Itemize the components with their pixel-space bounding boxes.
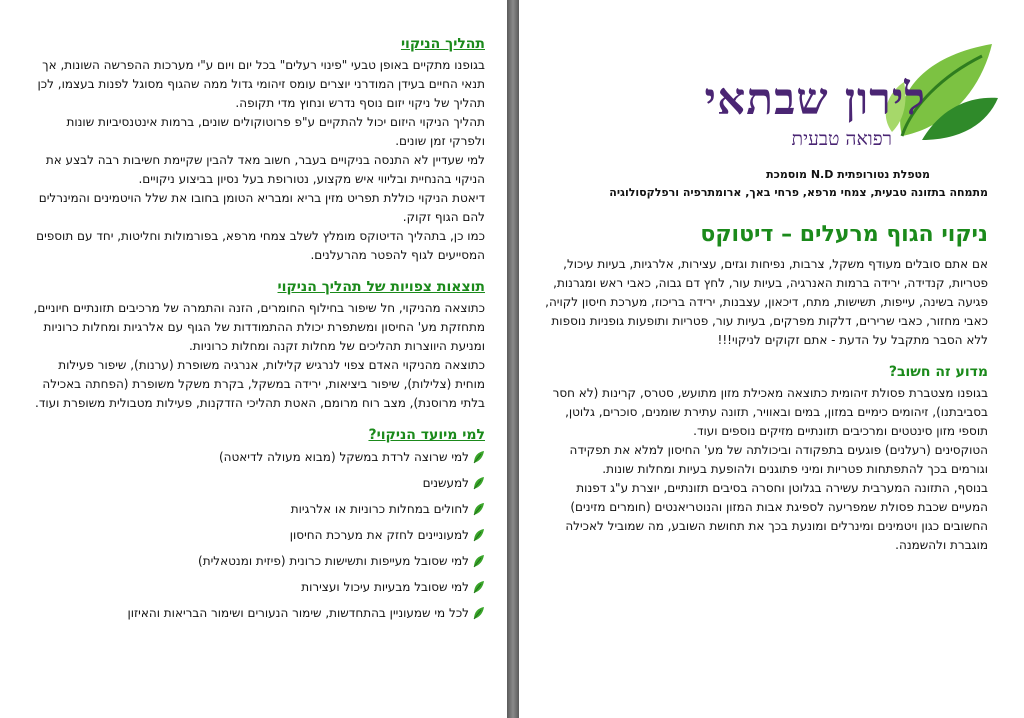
process-paragraph: בגופנו מתקיים באופן טבעי "פינוי רעלים" בכל יום ויום ע"י מערכות ההפרשה השונות, אך תנאי החיים בעידן המודרני יוצרים עומס זיהומי גדול ממה שהגוף מסוגל לפנות בעצמו, לכן תהליך של ניקוי יזום נוסף נדרש ונחוץ מדי תקופה. bbox=[37, 58, 485, 110]
why-section bbox=[541, 364, 988, 555]
process-paragraph: כמו כן, בתהליך הדיטוקס מומלץ לשלב צמחי מרפא, בפורמולות וחליטות, יחד עם תוספים המסייעים לגוף להפטר מהרעלנים. bbox=[36, 229, 485, 262]
why-paragraph: הטוקסינים (רעלנים) פוגעים בתפקודה וביכולתה של מע' החיסון למלא את תפקידה וגורמים בכך להתפתחות פטריות ומיני פתוגנים ולהופעת בעיות ומחלות שונות. bbox=[569, 443, 988, 476]
results-paragraph: כתוצאה מהניקוי, חל שיפור בחילוף החומרים, הזנה והתמרה של מרכיבים תזונתיים חיוניים, מתחזקת מע' החיסון ומשתפרת יכולת ההתמודדות של הגוף עם אלרגיות ומחלות כרוניות ומניעת היווצרות תהליכים של מחלות זקנה ומחלות כרוניות. bbox=[33, 301, 485, 353]
list-item-text: למעשנים bbox=[422, 476, 469, 490]
intro-paragraph: אם אתם סובלים מעודף משקל, צרבות, נפיחות וגזים, עצירות, אלרגיות, בעיות עיכול, פטריות, קנדידה, ירידה ברמות האנרגיה, בעיות עור, לחץ דם גבוה, כאבי ראש ומגרנות, פגיעה בשינה, עייפות, תשישות, מתח, דיכאון, עצבנות, ירידה בריכוז, מערכת חיסון לקויה, כאבי מחזור, כאבי שרירים, דלקות מפרקים, בעיות עור, פטריות ותופעות גופניות נוספות ללא הסבר מתקבל על הדעת - אתם זקוקים לניקוי!!! bbox=[545, 257, 988, 347]
intro-section bbox=[541, 255, 988, 350]
process-paragraph: למי שעדיין לא התנסה בניקויים בעבר, חשוב מאד להבין שקיימת חשיבות רבה לבצע את הניקוי בהנחיית ובליווי איש מקצוע, נטורופת בעל נסיון בביצוע ניקויים. bbox=[45, 153, 485, 186]
who-list bbox=[28, 449, 485, 621]
process-heading: תהליך הניקוי bbox=[400, 36, 485, 52]
why-paragraph: בנוסף, התזונה המערבית עשירה בגלוטן וחסרה בסיבים תזונתיים, יוצרת ע"ג דפנות המעיים שכבת פסולת שמפריעה לספיגת אבות המזון והנוטריאנטים (חומרים מזינים) החשובים כגון ויטמינים ומינרלים ומונעת בכך את תחושת השובע, מה שמוביל לאכילה מוגברת ולהשמנה. bbox=[565, 481, 988, 552]
right-page bbox=[519, 0, 1024, 718]
why-heading: מדוע זה חשוב? bbox=[888, 364, 988, 380]
results-paragraph: כתוצאה מהניקוי האדם צפוי לנרגיש קלילות, אנרגיה משופרת (ערנות), שיפור פעילות מוחית (צלילות), שיפור ביציאות, ירידה במשקל, בקרת משקל משופרת (הפחתה באכילה בלתי מרוסנת), מצב רוח מרומם, האטת תהליכי הזדקנות, פעילות מטבולית משופרת ועוד. bbox=[35, 358, 485, 410]
list-item-text: לחולים במחלות כרוניות או אלרגיות bbox=[290, 502, 469, 516]
credential-line: מתמחה בתזונה טבעית, צמחי מרפא, פרחי באך, ארומתרפיה ורפלקסולוגיה bbox=[609, 186, 988, 199]
list-item-text: למי שרוצה לרדת במשקל (מבוא מעולה לדיאטה) bbox=[218, 450, 469, 464]
leaf-bullet-icon bbox=[472, 580, 485, 594]
list-item bbox=[28, 475, 485, 491]
who-section bbox=[28, 427, 485, 621]
credentials bbox=[541, 166, 988, 202]
list-item-text: למעוניינים לחזק את מערכת החיסון bbox=[289, 528, 469, 542]
list-item bbox=[28, 527, 485, 543]
process-paragraph: תהליך הניקוי היזום יכול להתקיים ע"פ פרוטוקולים שונים, ברמות אינטנסיביות שונות ולפרקי זמן שונים. bbox=[66, 115, 485, 148]
page-gutter bbox=[507, 0, 519, 718]
list-item bbox=[28, 553, 485, 569]
why-paragraph: בגופנו מצטברת פסולת זיהומית כתוצאה מאכילת מזון מתועש, סטרס, קרינות (לא חסר בסביבתנו), זיהומים כימיים במזון, במים ובאוויר, תזונה עתירת שומנים, סוכרים, גלוטן, תוספי מזון סינטטים ומרכיבים תזונתיים מזיקים נוספים ועוד. bbox=[552, 386, 988, 438]
who-heading: למי מיועד הניקוי? bbox=[368, 427, 485, 443]
left-page bbox=[0, 0, 507, 718]
list-item-text: למי שסובל מעייפות ותשישות כרונית (פיזית ומנטאלית) bbox=[198, 554, 469, 568]
list-item bbox=[28, 579, 485, 595]
logo-tagline: רפואה טבעית bbox=[791, 128, 892, 150]
process-section bbox=[28, 36, 485, 265]
results-heading: תוצאות צפויות של תהליך הניקוי bbox=[277, 279, 485, 295]
list-item bbox=[28, 501, 485, 517]
logo bbox=[541, 30, 988, 152]
credential-line: מטפלת נטורופתית N.D מוסמכת bbox=[766, 168, 930, 181]
page-title: ניקוי הגוף מרעלים – דיטוקס bbox=[700, 222, 988, 247]
results-section bbox=[28, 279, 485, 413]
list-item-text: למי שסובל מבעיות עיכול ועצירות bbox=[301, 580, 469, 594]
list-item bbox=[28, 449, 485, 465]
process-paragraph: דיאטת הניקוי כוללת תפריט מזין בריא ומבריא הטומן בחובו את שלל הויטמינים והמינרלים להם הגוף זקוק. bbox=[38, 191, 485, 224]
leaf-bullet-icon bbox=[472, 450, 485, 464]
list-item-text: לכל מי שמעוניין בהתחדשות, שימור הנעורים ושימור הבריאות והאיזון bbox=[127, 606, 469, 620]
leaf-bullet-icon bbox=[472, 502, 485, 516]
leaf-bullet-icon bbox=[472, 476, 485, 490]
leaf-bullet-icon bbox=[472, 554, 485, 568]
logo-name: לירון שבתאי bbox=[704, 74, 926, 125]
leaf-bullet-icon bbox=[472, 606, 485, 620]
list-item bbox=[28, 605, 485, 621]
leaf-bullet-icon bbox=[472, 528, 485, 542]
